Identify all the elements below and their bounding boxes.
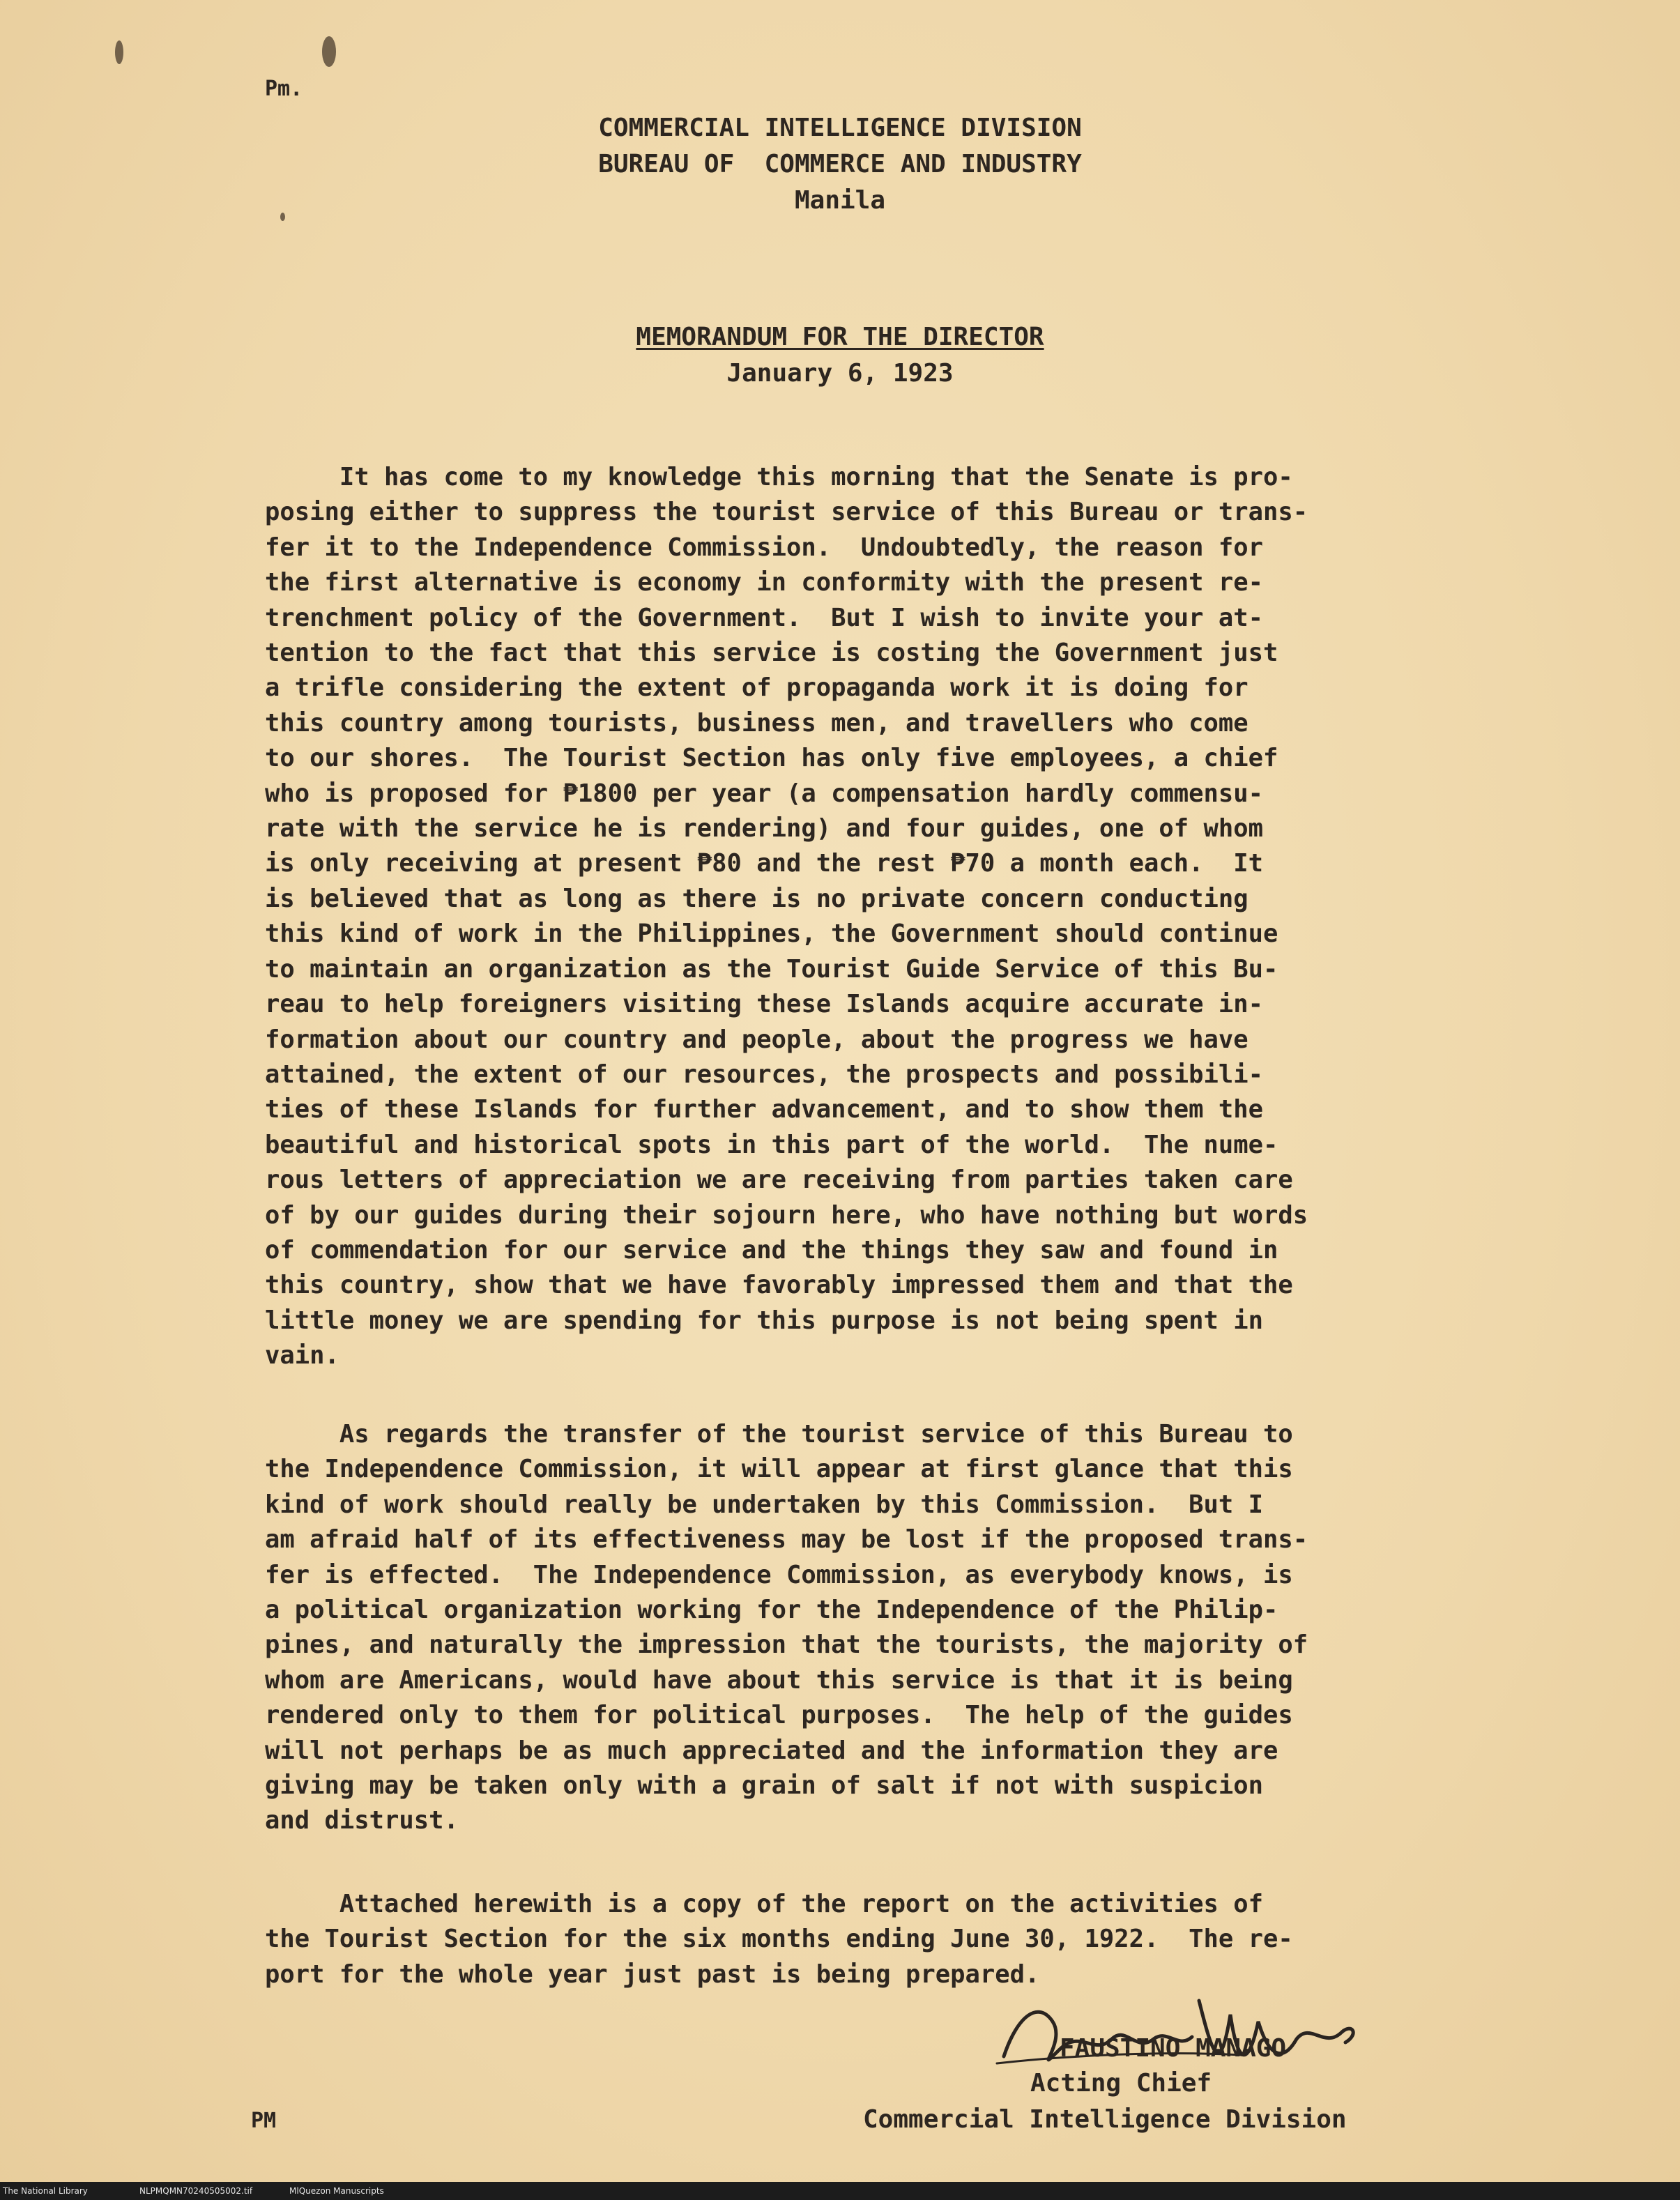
footer-collection: MlQuezon Manuscripts [289, 2186, 384, 2196]
paragraph-2: As regards the transfer of the tourist service of this Bureau to the Independence Commission, it will appear at first glance that this kind of work should really be undertaken by this Commission. But I am afraid half of its effectiveness may be lost if the proposed trans- fer is effected. The Independence Commission, as everybody knows, is a political organization working for the Independence of the Philip- pines, and naturally the impression that the tourists, the majority of whom are Americans, would have about this service is that it is being rendered only to them for political purposes. The help of the guides will not perhaps be as much appreciated and the information they are giving may be taken only with a grain of salt if not with suspicion and distrust. [265, 1420, 1308, 1835]
bureau-name: BUREAU OF COMMERCE AND INDUSTRY [598, 150, 1082, 178]
division-name: COMMERCIAL INTELLIGENCE DIVISION [598, 114, 1082, 142]
memo-heading [0, 319, 1680, 392]
city-name: Manila [794, 186, 886, 215]
signatory-title: Acting Chief [1030, 2069, 1212, 2098]
footer-filename: NLPMQMN70240505002.tif [139, 2186, 253, 2196]
ink-smudge [322, 36, 336, 67]
letterhead [0, 110, 1680, 219]
memo-date: January 6, 1923 [726, 359, 954, 388]
signatory-division: Commercial Intelligence Division [863, 2105, 1347, 2134]
signatory-name: FAUSTINO MANAGO [1060, 2034, 1287, 2063]
paragraph-3: Attached herewith is a copy of the report on the activities of the Tourist Section for the six months ending June 30, 1922. The re- port for the whole year just past is being prepared. [265, 1890, 1293, 1989]
initials-bottom: PM [251, 2109, 277, 2133]
footer-library: The National Library [3, 2186, 88, 2196]
archive-footer-bar [0, 2182, 1680, 2200]
memo-title: MEMORANDUM FOR THE DIRECTOR [636, 323, 1044, 351]
paragraph-1: It has come to my knowledge this morning that the Senate is pro- posing either to suppress the tourist service of this Bureau or trans- fer it to the Independence Commission. Undoubtedly, the reason for the first alternative is economy in conformity with the present re- trenchment policy of the Government. But I wish to invite your at- tention to the fact that this service is costing the Government just a trifle considering the extent of propaganda work it is doing for this country among tourists, business men, and travellers who come to our shores. The Tourist Section has only five employees, a chief who is proposed for ₱1800 per year (a compensation hardly commensu- rate with the service he is rendering) and four guides, one of whom is only receiving at present ₱80 and the rest ₱70 a month each. It is believed that as long as there is no private concern conducting this kind of work in the Philippines, the Government should continue to maintain an organization as the Tourist Guide Service of this Bu- reau to help foreigners visiting these Islands acquire accurate in- formation about our country and people, about the progress we have attained, the extent of our resources, the prospects and possibili- ties of these Islands for further advancement, and to show them the beautiful and historical spots in this part of the world. The nume- rous letters of appreciation we are receiving from parties taken care of by our guides during their sojourn here, who have nothing but words of commendation for our service and the things they saw and found in this country, show that we have favorably impressed them and that the little money we are spending for this purpose is not being spent in vain. [265, 463, 1308, 1370]
ink-smudge [115, 40, 123, 64]
initials-top: Pm. [265, 77, 303, 101]
